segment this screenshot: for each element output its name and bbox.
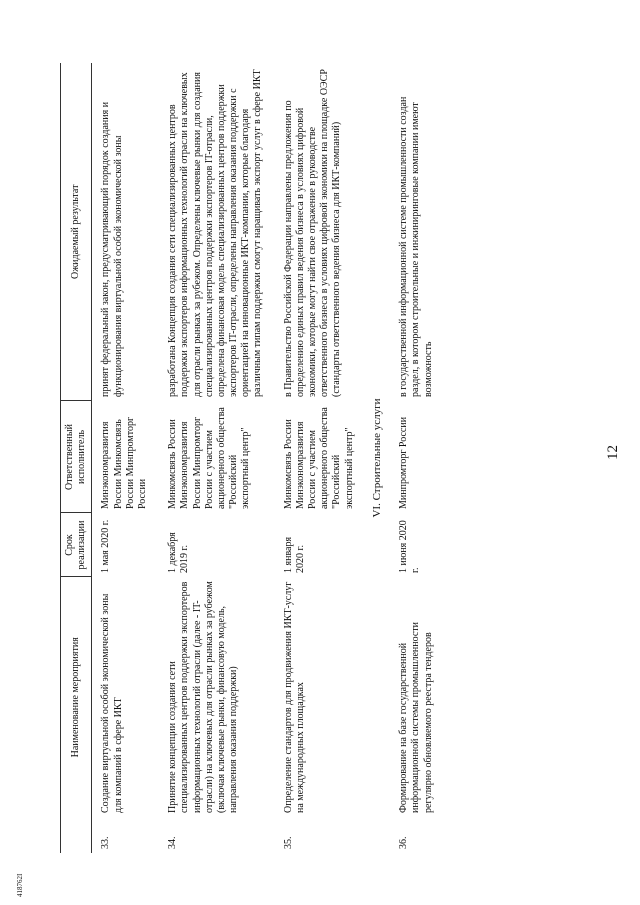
row-executor: Минпромторг России <box>398 416 410 509</box>
row-executor: Минэкономразвития России Минкомсвязь России Минпромторг России <box>100 416 148 509</box>
row-name: Принятие концепции создания сети специализированных центров поддержки экспортеров информационных технологий отрасли (далее - IT-отрасли) на ключевых для отрасли рынках за рубежом (включая ключевые рынки, финансовую модель, направления оказания поддержки) <box>167 581 240 813</box>
row-name: Определение стандартов для продвижения ИКТ-услуг на международных площадках <box>282 581 306 813</box>
header-term: Срок реализации <box>61 513 92 577</box>
row-result: в Правительство Российской Федерации направлены предложения по определению единых правил ведения бизнеса в условиях цифровой экономики, которые могут найти свое отражение в руководстве ответственного бизнеса в условиях цифровой экономики на площадке ОЭСР (стандарты ответственного ведения бизнеса для ИКТ-компаний) <box>282 69 343 397</box>
table-header-row <box>61 63 92 853</box>
row-name: Создание виртуальной особой экономической зоны для компаний в сфере ИКТ <box>100 593 124 813</box>
row-name: Формирование на базе государственной информационной системы промышленности регулярно обновляемого реестра тендеров <box>398 621 434 813</box>
header-executor: Ответственный исполнитель <box>61 401 92 513</box>
page-number: 12 <box>605 445 621 460</box>
row-term: 1 января 2020 г. <box>282 536 306 573</box>
table-row <box>275 63 366 853</box>
row-number: 35. <box>282 836 294 849</box>
measures-table <box>60 63 445 853</box>
row-result: принят федеральный закон, предусматривающий порядок создания и функционирования виртуальной особой экономической зоны <box>100 101 124 397</box>
row-executor: Минкомсвязь России Минэкономразвития России Минпромторг России с участием акционерного общества "Российский экспортный центр" <box>167 407 252 509</box>
table-row <box>390 63 445 853</box>
row-term: 1 декабря 2019 г. <box>167 532 191 573</box>
section-heading: VI. Строительные услуги <box>370 398 383 518</box>
row-number: 33. <box>100 836 112 849</box>
row-number: 36. <box>398 836 410 849</box>
row-number: 34. <box>167 836 179 849</box>
table-row <box>159 63 275 853</box>
row-executor: Минкомсвязь России Минэкономразвития России с участием акционерного общества "Российский экспортный центр" <box>282 407 355 509</box>
header-name: Наименование мероприятия <box>61 577 92 817</box>
row-term: 1 мая 2020 г. <box>100 519 112 573</box>
row-result: разработана Концепция создания сети специализированных центров поддержки экспортеров информационных технологий отрасли на ключевых для отрасли рынках за рубежом. Определены ключевые рынки для создания специализированных центров поддержки экспортеров IT-отрасли, определена финансовая модель специализированных центров поддержки экспортеров IT-отрасли, определены направления оказания поддержки с ориентацией на инновационные ИКТ-компании, которые благодаря различным типам поддержки смогут наращивать экспорт услуг в сфере ИКТ <box>167 69 264 397</box>
row-term: 1 июня 2020 г. <box>398 520 422 573</box>
table-row <box>92 63 159 853</box>
header-result: Ожидаемый результат <box>61 63 92 401</box>
document-id: 418762I <box>16 873 24 897</box>
row-result: в государственной информационной системе промышленности создан раздел, в котором строительные и инжиниринговые компании имеют возможность <box>398 96 434 397</box>
section-heading-row <box>366 63 390 853</box>
